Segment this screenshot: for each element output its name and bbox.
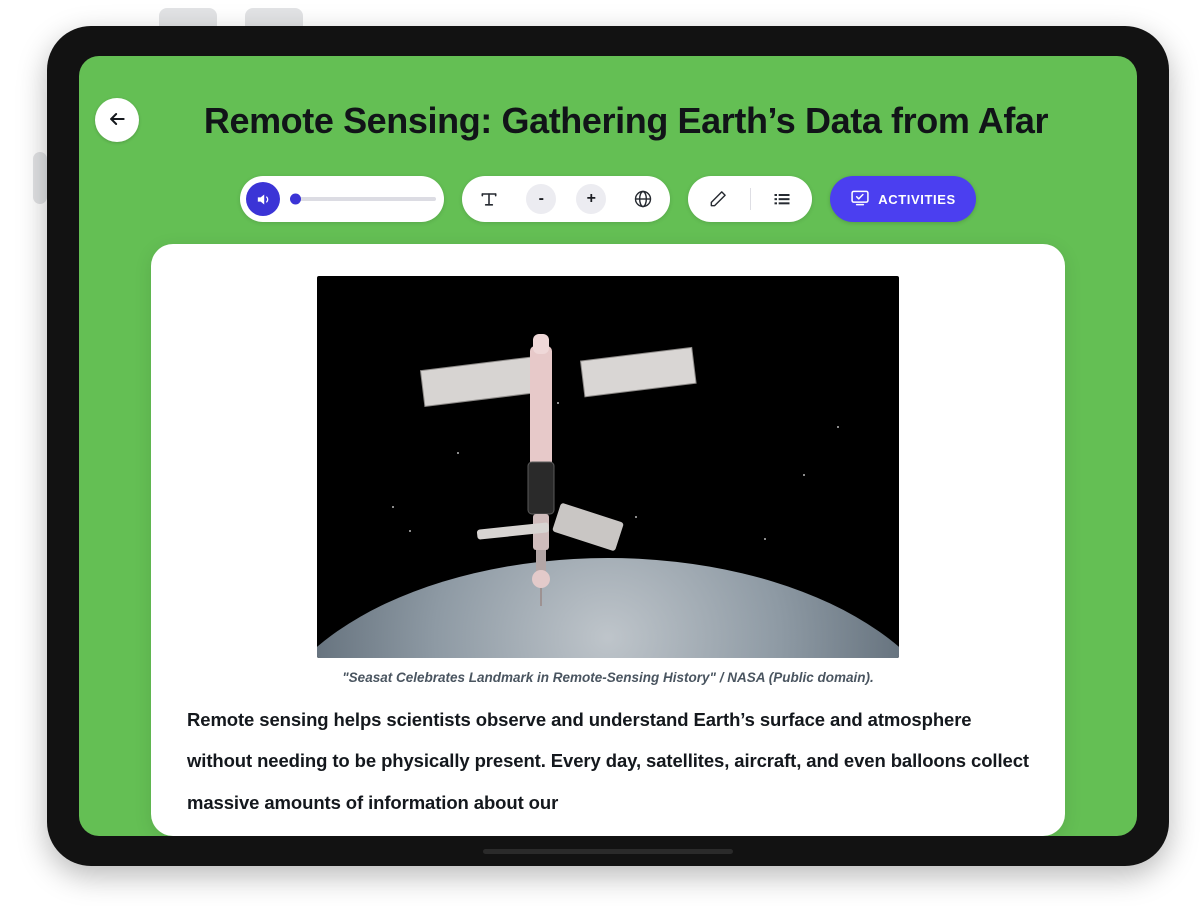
pencil-icon[interactable] [701,182,735,216]
back-button[interactable] [95,98,139,142]
slider-track [290,197,436,201]
browser-side-ghost [33,152,47,204]
increase-text-size-button[interactable]: + [576,184,606,214]
audio-progress-slider[interactable] [290,189,436,209]
tools-pill [688,176,812,222]
activities-checklist-icon [850,188,870,211]
article-figure [317,276,899,685]
tablet-screen [79,56,1137,836]
speaker-volume-icon[interactable] [246,182,280,216]
activities-button[interactable] [830,176,976,222]
article-paragraph: Remote sensing helps scientists observe and understand Earth’s surface and atmosphere without needing to be physically present. Every day, satellites, aircraft, and even balloons collect massive amounts of information about our [187,709,1029,813]
audio-player-pill [240,176,444,222]
home-indicator [483,849,733,854]
figure-caption: "Seasat Celebrates Landmark in Remote-Sensing History" / NASA (Public domain). [342,670,874,685]
tablet-device-frame [47,26,1169,866]
reader-toolbar [79,176,1137,222]
page-title: Remote Sensing: Gathering Earth’s Data from Afar [203,100,1049,141]
toolbar-divider [750,188,751,210]
slider-knob[interactable] [290,194,301,205]
text-format-icon[interactable] [472,182,506,216]
globe-icon[interactable] [626,182,660,216]
satellite-illustration [317,276,899,658]
arrow-left-icon [107,109,127,132]
activities-button-label: ACTIVITIES [878,191,956,207]
decrease-text-size-button[interactable]: - [526,184,556,214]
list-view-icon[interactable] [765,182,799,216]
text-controls-pill [462,176,670,222]
reader-content-card [151,244,1065,836]
satellite-orbiting-earth-photo [317,276,899,658]
